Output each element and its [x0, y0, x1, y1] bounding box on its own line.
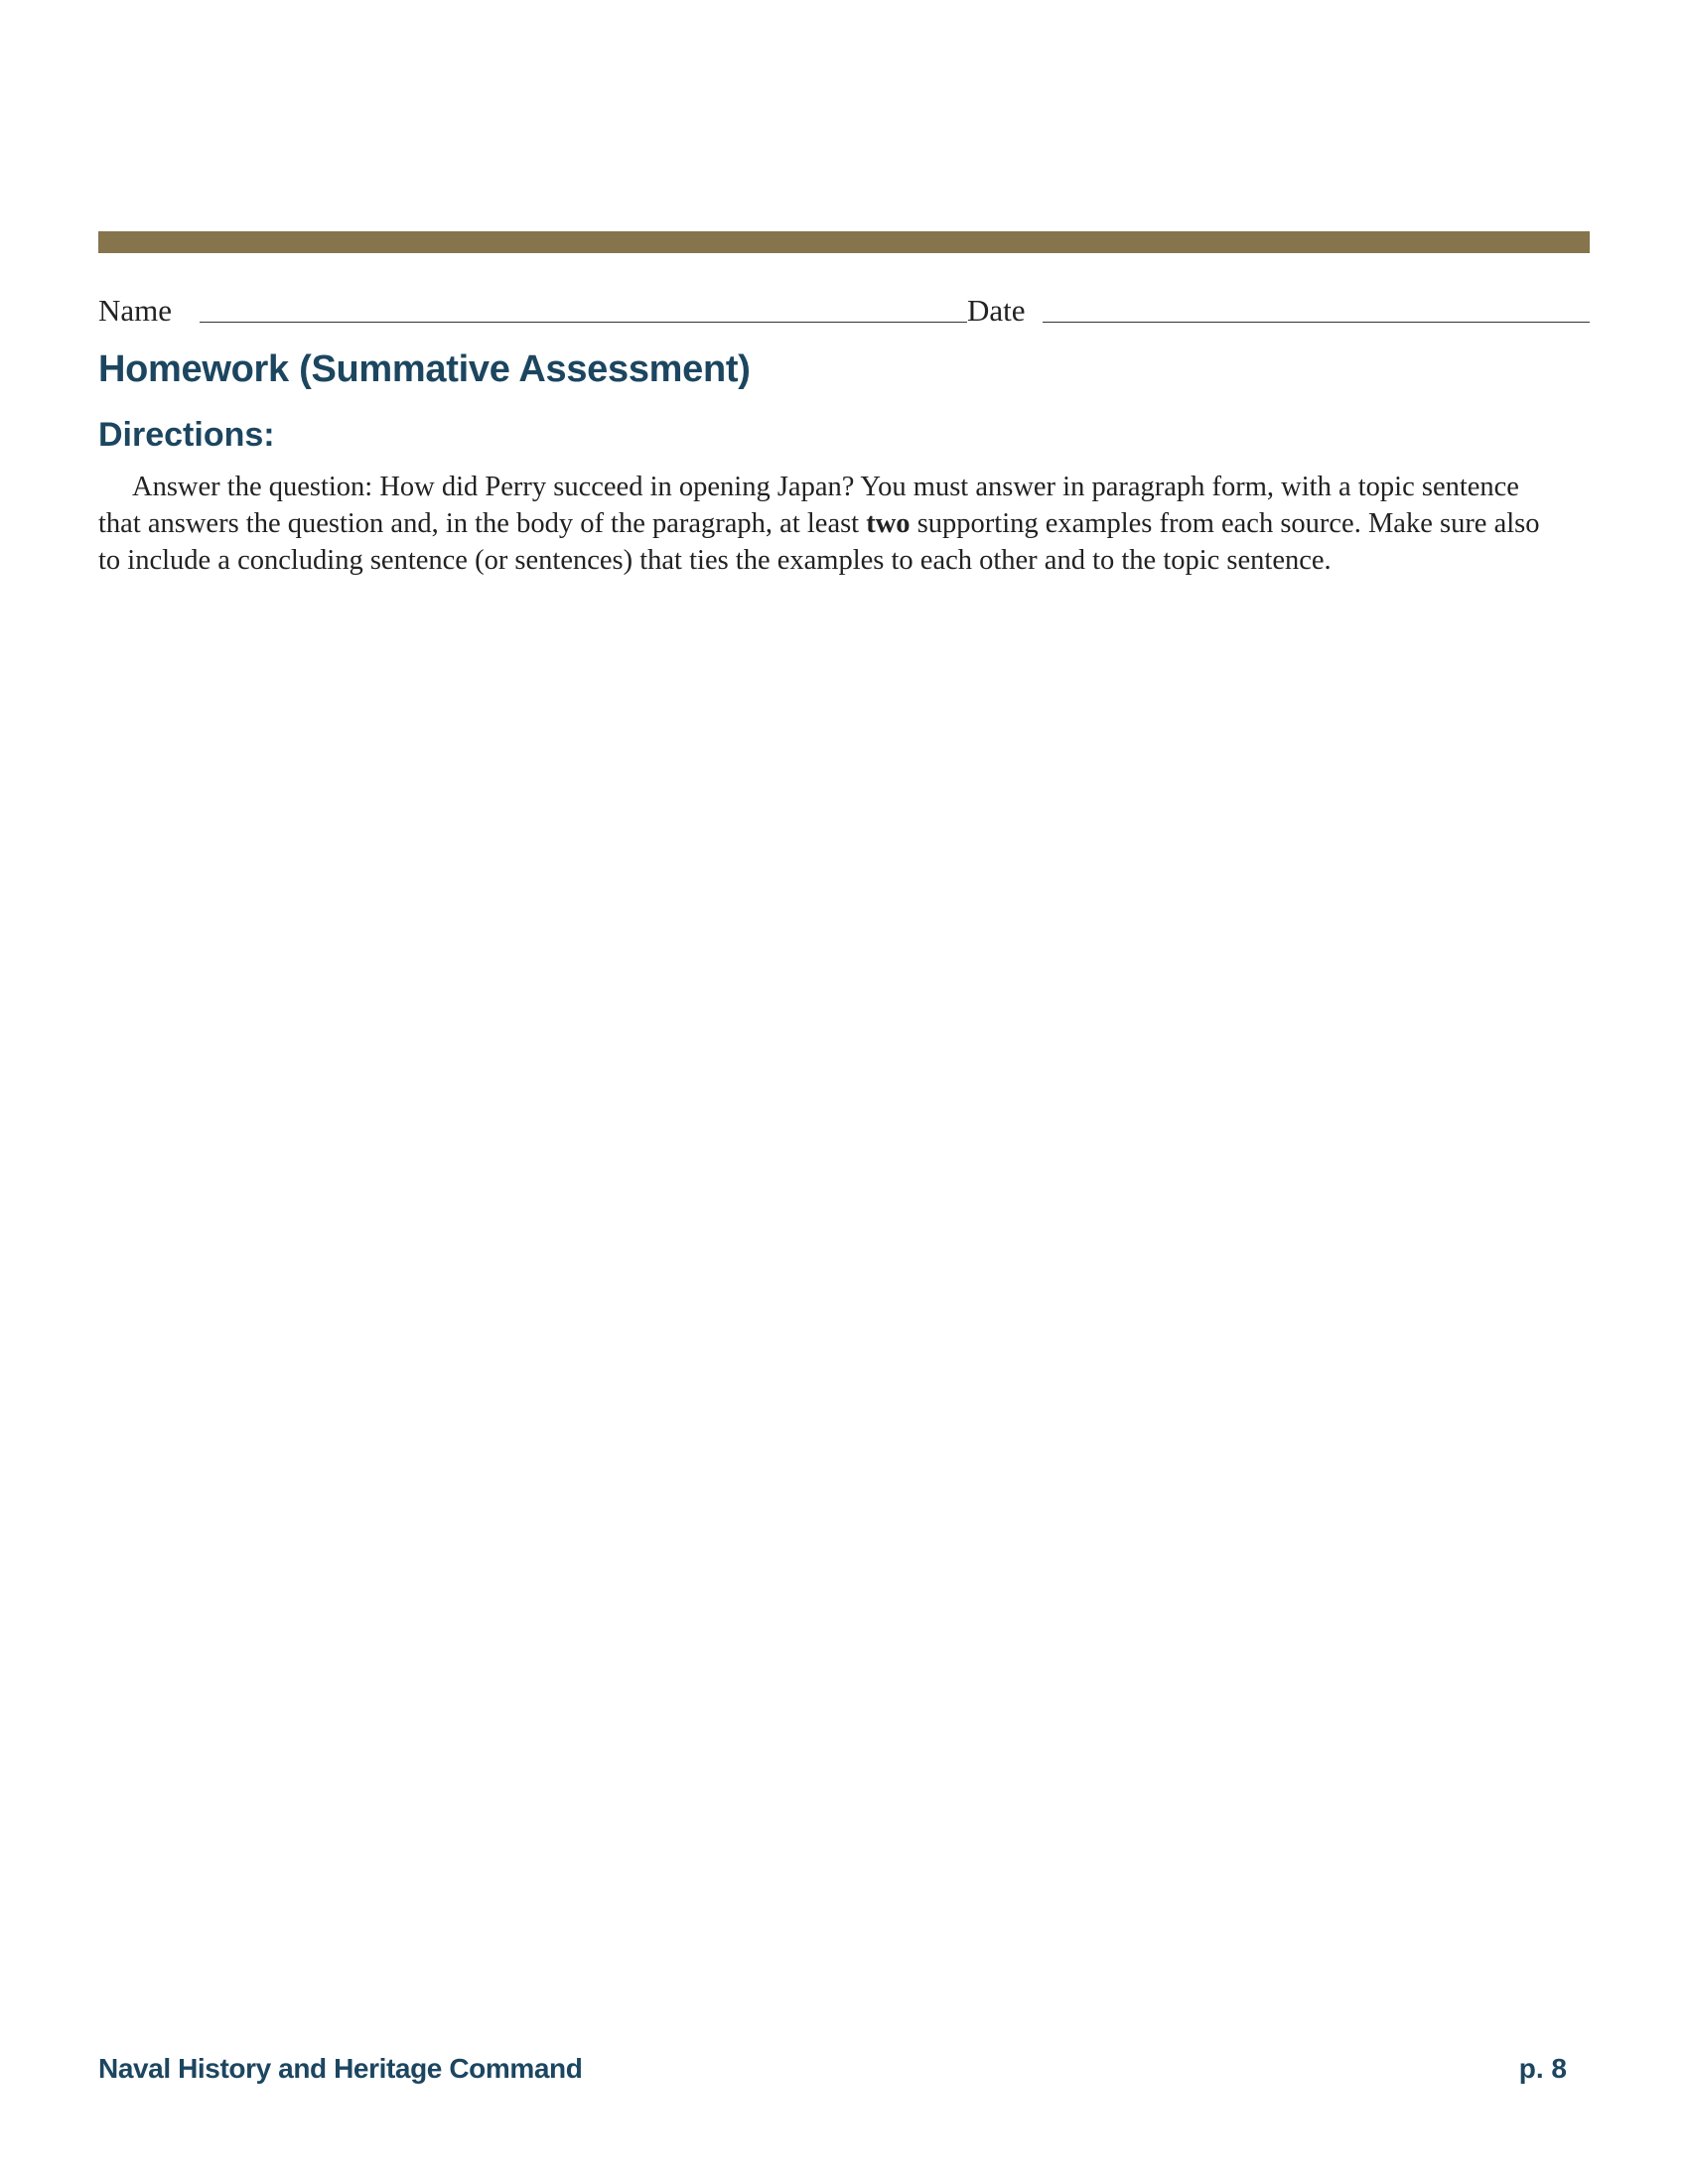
directions-heading: Directions: [98, 416, 275, 454]
page-title: Homework (Summative Assessment) [98, 348, 751, 390]
directions-text-part-1: Answer the question: How did Perry succeed in opening Japan? You must answer in paragraph form, with a topic sentence that answers the question and, in the body of the paragraph, at least [98, 472, 1519, 539]
date-write-line [1043, 322, 1317, 323]
footer-page-number: p. 8 [1518, 2053, 1567, 2084]
directions-emphasis: two [866, 508, 911, 539]
name-write-line [200, 322, 967, 323]
date-write-line-extension [1317, 322, 1590, 323]
directions-text-part-2: supporting examples from each source. Make sure also to include a concluding sentence (or sentences) that ties the examples to each other and to the topic sentence. [98, 508, 1540, 576]
name-date-row [98, 288, 1590, 338]
name-label: Name [98, 293, 173, 328]
date-label: Date [967, 293, 1026, 328]
directions-paragraph [98, 469, 1558, 579]
header-accent-bar [98, 231, 1590, 253]
footer-organization: Naval History and Heritage Command [98, 2053, 583, 2084]
